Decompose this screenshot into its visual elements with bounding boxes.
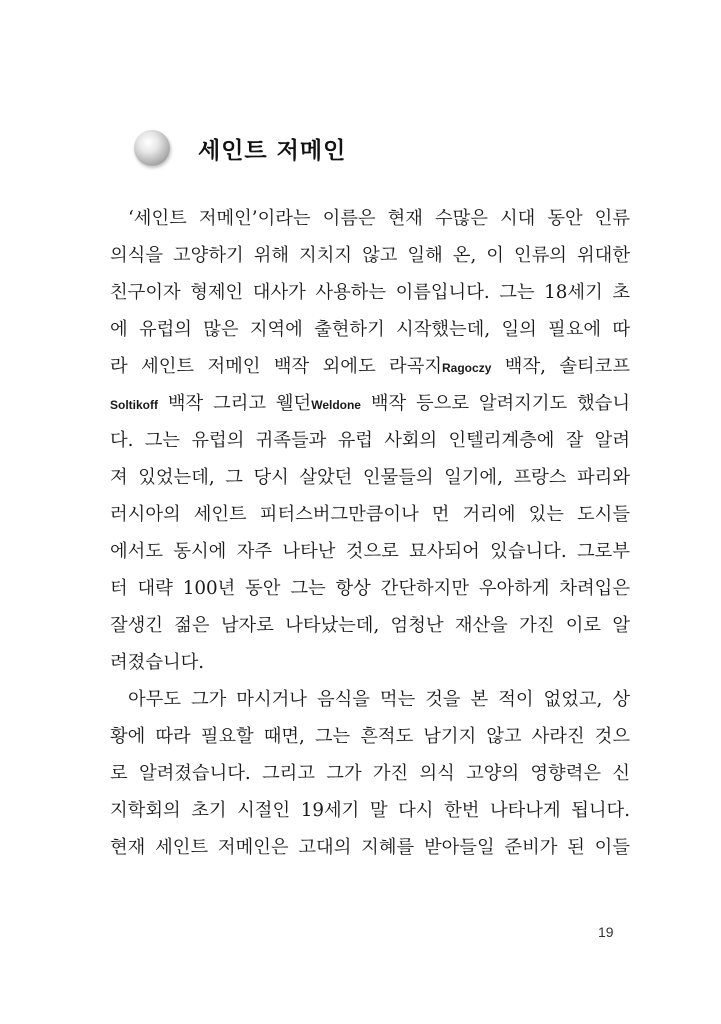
text-line — [110, 644, 630, 681]
text-line — [110, 274, 630, 311]
latin-annotation: Soltikoff — [110, 398, 158, 412]
text-segment: 라 세인트 저메인 백작 외에도 라곡지 — [110, 356, 443, 377]
text-segment: 다. 그는 유럽의 귀족들과 유럽 사회의 인텔리계층에 잘 알려 — [110, 430, 630, 451]
text-segment: 러시아의 세인트 피터스버그만큼이나 먼 거리에 있는 도시들 — [110, 504, 630, 525]
text-segment: 황에 따라 필요할 때면, 그는 흔적도 남기지 않고 사라진 것으 — [110, 726, 630, 747]
text-line — [110, 385, 630, 422]
text-line — [110, 755, 630, 792]
text-line — [110, 792, 630, 829]
text-segment: 잘생긴 젊은 남자로 나타났는데, 엄청난 재산을 가진 이로 알 — [110, 615, 630, 636]
sphere-bullet-icon — [134, 130, 170, 166]
latin-annotation: Ragoczy — [442, 361, 492, 375]
text-segment: 백작 등으로 알려지기도 했습니 — [360, 393, 630, 414]
text-segment: 현재 세인트 저메인은 고대의 지혜를 받아들일 준비가 된 이들 — [110, 837, 630, 858]
page-number: 19 — [598, 924, 614, 940]
text-segment: 친구이자 형제인 대사가 사용하는 이름입니다. 그는 18세기 초 — [110, 282, 630, 303]
text-line — [110, 570, 630, 607]
text-line — [110, 496, 630, 533]
text-line — [110, 681, 630, 718]
text-segment: 져 있었는데, 그 당시 살았던 인물들의 일기에, 프랑스 파리와 — [110, 467, 630, 488]
text-line — [110, 718, 630, 755]
text-segment: 터 대략 100년 동안 그는 항상 간단하지만 우아하게 차려입은 — [110, 578, 630, 599]
text-segment: ‘세인트 저메인’이라는 이름은 현재 수많은 시대 동안 인류 — [128, 208, 630, 229]
text-line — [110, 533, 630, 570]
latin-annotation: Weldone — [311, 398, 361, 412]
text-line — [110, 459, 630, 496]
section-title: 세인트 저메인 — [198, 137, 347, 164]
text-segment: 에 유럽의 많은 지역에 출현하기 시작했는데, 일의 필요에 따 — [110, 319, 630, 340]
text-segment: 려졌습니다. — [110, 652, 205, 673]
text-segment: 백작 그리고 웰던 — [158, 393, 312, 414]
text-line — [110, 237, 630, 274]
text-segment: 에서도 동시에 자주 나타난 것으로 묘사되어 있습니다. 그로부 — [110, 541, 630, 562]
body-text — [110, 200, 630, 866]
text-segment: 아무도 그가 마시거나 음식을 먹는 것을 본 적이 없었고, 상 — [128, 689, 630, 710]
text-line — [110, 422, 630, 459]
section-heading — [134, 128, 346, 168]
text-segment: 로 알려졌습니다. 그리고 그가 가진 의식 고양의 영향력은 신 — [110, 763, 630, 784]
text-segment: 의식을 고양하기 위해 지치지 않고 일해 온, 이 인류의 위대한 — [110, 245, 630, 266]
text-line — [110, 607, 630, 644]
text-line — [110, 311, 630, 348]
text-segment: 백작, 솔티코프 — [491, 356, 630, 377]
text-segment: 지학회의 초기 시절인 19세기 말 다시 한번 나타나게 됩니다. — [110, 800, 630, 821]
text-line — [110, 200, 630, 237]
text-line — [110, 829, 630, 866]
text-line — [110, 348, 630, 385]
